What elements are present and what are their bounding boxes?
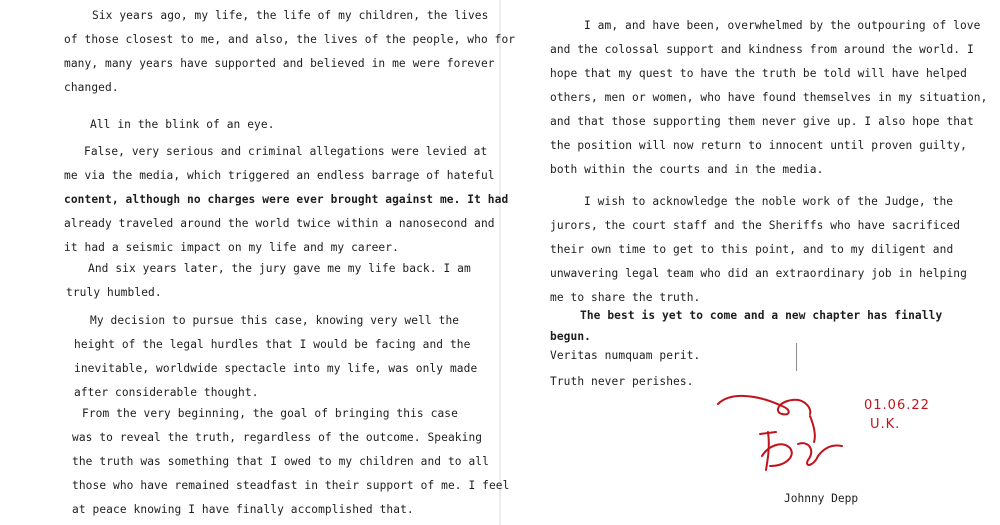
text-line: height of the legal hurdles that I would be facing and the xyxy=(74,338,471,351)
signature-name: Johnny Depp xyxy=(784,492,859,505)
text-line: at peace knowing I have finally accomplished that. xyxy=(72,503,414,516)
paragraph xyxy=(66,257,471,305)
paragraph xyxy=(550,370,694,394)
text-line: jurors, the court staff and the Sheriffs who have sacrificed xyxy=(550,219,961,232)
text-line: those who have remained steadfast in their support of me. I feel xyxy=(72,479,510,492)
text-line: inevitable, worldwide spectacle into my life, was only made xyxy=(74,362,478,375)
text-line: Truth never perishes. xyxy=(550,375,694,388)
date-text: 01.06.22 xyxy=(864,398,930,413)
text-line: others, men or women, who have found themselves in my situation, xyxy=(550,91,988,104)
text-line: it had a seismic impact on my life and my career. xyxy=(64,241,399,254)
text-line: I wish to acknowledge the noble work of the Judge, the xyxy=(584,195,954,208)
text-line: after considerable thought. xyxy=(74,386,259,399)
text-line: And six years later, the jury gave me my life back. I am xyxy=(88,262,471,275)
text-line: me to share the truth. xyxy=(550,291,701,304)
text-line: truly humbled. xyxy=(66,286,162,299)
signature-image xyxy=(712,386,862,486)
pen-stroke xyxy=(796,343,797,371)
text-line: their own time to get to this point, and to my diligent and xyxy=(550,243,954,256)
text-line: of those closest to me, and also, the lives of the people, who for xyxy=(64,33,516,46)
text-line: Six years ago, my life, the life of my children, the lives xyxy=(92,9,489,22)
text-line: me via the media, which triggered an endless barrage of hateful xyxy=(64,169,495,182)
paragraph xyxy=(550,190,967,310)
text-line: hope that my quest to have the truth be told will have helped xyxy=(550,67,967,80)
text-line: The best is yet to come and a new chapter has finally xyxy=(580,309,943,322)
paragraph xyxy=(64,4,516,100)
text-line: False, very serious and criminal allegations were levied at xyxy=(84,145,488,158)
handwritten-date xyxy=(864,396,930,434)
paragraph xyxy=(90,113,275,137)
paragraph xyxy=(72,402,510,522)
text-line: My decision to pursue this case, knowing very well the xyxy=(90,314,460,327)
paragraph xyxy=(550,14,988,182)
text-line: and that those supporting them never give up. I also hope that xyxy=(550,115,974,128)
text-line: From the very beginning, the goal of bringing this case xyxy=(82,407,458,420)
paragraph xyxy=(74,309,478,405)
text-line: was to reveal the truth, regardless of the outcome. Speaking xyxy=(72,431,483,444)
text-line: Veritas numquam perit. xyxy=(550,349,701,362)
text-line: many, many years have supported and believed in me were forever xyxy=(64,57,495,70)
text-line: both within the courts and in the media. xyxy=(550,163,824,176)
text-line: the truth was something that I owed to my children and to all xyxy=(72,455,489,468)
text-line: unwavering legal team who did an extraordinary job in helping xyxy=(550,267,967,280)
paragraph xyxy=(550,304,943,346)
text-line: the position will now return to innocent until proven guilty, xyxy=(550,139,967,152)
text-line: I am, and have been, overwhelmed by the outpouring of love xyxy=(584,19,981,32)
text-line: All in the blink of an eye. xyxy=(90,118,275,131)
paragraph xyxy=(550,344,700,368)
text-line: content, although no charges were ever brought against me. It had xyxy=(64,193,509,206)
text-line: and the colossal support and kindness from around the world. I xyxy=(550,43,974,56)
text-line: changed. xyxy=(64,81,119,94)
text-line: already traveled around the world twice within a nanosecond and xyxy=(64,217,495,230)
initials-text: U.K. xyxy=(870,417,901,432)
text-line: begun. xyxy=(550,330,592,343)
paragraph xyxy=(64,140,509,260)
